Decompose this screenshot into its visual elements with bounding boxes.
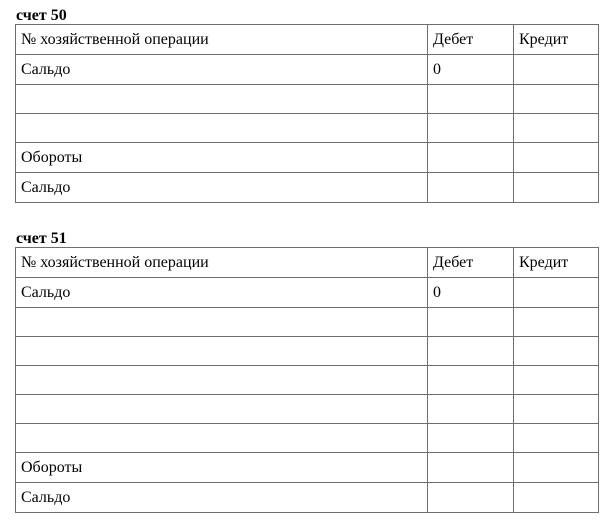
table-header-row bbox=[16, 248, 599, 278]
table-row bbox=[16, 337, 599, 366]
table-row bbox=[16, 143, 599, 173]
table-row bbox=[16, 308, 599, 337]
cell-operation[interactable]: Сальдо bbox=[16, 55, 428, 85]
header-credit: Кредит bbox=[514, 248, 599, 278]
table-header-row bbox=[16, 25, 599, 55]
account-50-section bbox=[15, 7, 598, 203]
cell-operation[interactable] bbox=[16, 366, 428, 395]
header-operation: № хозяйственной операции bbox=[16, 25, 428, 55]
cell-operation[interactable] bbox=[16, 114, 428, 143]
cell-credit[interactable] bbox=[514, 173, 599, 203]
table-row bbox=[16, 55, 599, 85]
cell-operation[interactable] bbox=[16, 337, 428, 366]
cell-operation[interactable] bbox=[16, 85, 428, 114]
cell-credit[interactable] bbox=[514, 55, 599, 85]
cell-debit[interactable] bbox=[428, 308, 514, 337]
cell-credit[interactable] bbox=[514, 85, 599, 114]
cell-credit[interactable] bbox=[514, 395, 599, 424]
table-row bbox=[16, 395, 599, 424]
cell-operation[interactable]: Сальдо bbox=[16, 483, 428, 513]
header-debit: Дебет bbox=[428, 248, 514, 278]
table-row bbox=[16, 483, 599, 513]
table-row bbox=[16, 453, 599, 483]
cell-credit[interactable] bbox=[514, 114, 599, 143]
cell-debit[interactable] bbox=[428, 143, 514, 173]
cell-debit[interactable] bbox=[428, 173, 514, 203]
account-51-section bbox=[15, 230, 598, 513]
cell-credit[interactable] bbox=[514, 483, 599, 513]
cell-debit[interactable] bbox=[428, 453, 514, 483]
cell-debit[interactable] bbox=[428, 395, 514, 424]
cell-credit[interactable] bbox=[514, 453, 599, 483]
cell-debit[interactable] bbox=[428, 366, 514, 395]
cell-debit[interactable]: 0 bbox=[428, 55, 514, 85]
cell-credit[interactable] bbox=[514, 424, 599, 453]
cell-debit[interactable] bbox=[428, 483, 514, 513]
cell-operation[interactable]: Обороты bbox=[16, 143, 428, 173]
table-row bbox=[16, 114, 599, 143]
table-row bbox=[16, 85, 599, 114]
cell-operation[interactable]: Сальдо bbox=[16, 173, 428, 203]
table-row bbox=[16, 424, 599, 453]
account-title: счет 50 bbox=[16, 7, 67, 24]
cell-operation[interactable]: Сальдо bbox=[16, 278, 428, 308]
cell-debit[interactable] bbox=[428, 114, 514, 143]
cell-operation[interactable] bbox=[16, 424, 428, 453]
table-row bbox=[16, 366, 599, 395]
cell-credit[interactable] bbox=[514, 143, 599, 173]
cell-operation[interactable] bbox=[16, 395, 428, 424]
cell-debit[interactable] bbox=[428, 424, 514, 453]
cell-operation[interactable] bbox=[16, 308, 428, 337]
cell-operation[interactable]: Обороты bbox=[16, 453, 428, 483]
account-title: счет 51 bbox=[16, 230, 67, 247]
cell-credit[interactable] bbox=[514, 366, 599, 395]
account-50-table bbox=[15, 24, 599, 203]
header-operation: № хозяйственной операции bbox=[16, 248, 428, 278]
table-row bbox=[16, 173, 599, 203]
header-credit: Кредит bbox=[514, 25, 599, 55]
cell-credit[interactable] bbox=[514, 278, 599, 308]
cell-credit[interactable] bbox=[514, 308, 599, 337]
cell-debit[interactable] bbox=[428, 85, 514, 114]
table-row bbox=[16, 278, 599, 308]
header-debit: Дебет bbox=[428, 25, 514, 55]
account-51-table bbox=[15, 247, 599, 513]
cell-debit[interactable]: 0 bbox=[428, 278, 514, 308]
cell-debit[interactable] bbox=[428, 337, 514, 366]
cell-credit[interactable] bbox=[514, 337, 599, 366]
